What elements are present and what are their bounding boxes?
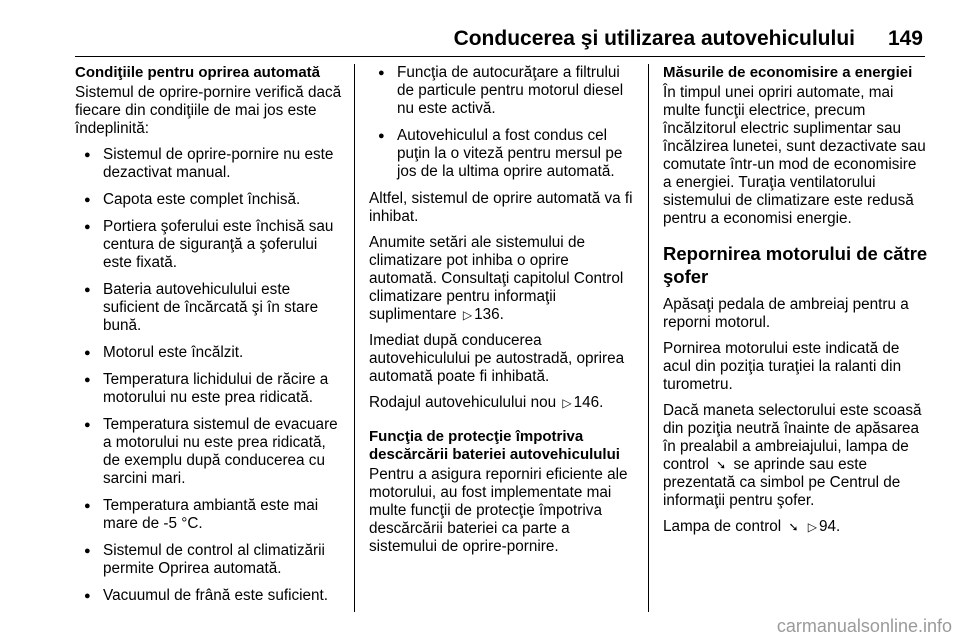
list-item: ● Bateria autovehiculului este suficient de încărcată şi în stare bună. xyxy=(75,281,345,335)
section-heading-auto-stop-conditions: Condiţiile pentru oprirea automată xyxy=(75,64,321,81)
paragraph-highway: Imediat după conducerea autovehiculului pe autostradă, oprirea automată poate fi inhibată. xyxy=(369,332,625,385)
watermark: carmanualsonline.info xyxy=(776,616,952,636)
paragraph-climate-settings xyxy=(369,234,637,324)
page-title: Conducerea şi utilizarea autovehiculului xyxy=(453,27,855,50)
column-1 xyxy=(75,64,345,614)
page-ref-icon: ▷ xyxy=(562,396,572,410)
list-item: ● Temperatura lichidului de răcire a motorului nu este prea ridicată. xyxy=(75,371,345,407)
conditions-list-continued xyxy=(369,64,637,181)
paragraph-run-in-text: Rodajul autovehiculului nou xyxy=(369,394,557,411)
column-divider-1 xyxy=(354,64,355,612)
paragraph-battery: Pentru a asigura reporniri eficiente ale motorului, au fost implementate mai multe funcţii de protecţie împotriva descărcării bateriei ca parte a sistemului de oprire-pornire. xyxy=(369,466,628,555)
paragraph-control-lamp-text: Lampa de control xyxy=(663,518,782,535)
paragraph-climate-text: Anumite setări ale sistemului de climatizare pot inhiba o oprire automată. Consultaţi capitolul Control climatizare pentru informaţii suplimentare xyxy=(369,234,624,323)
list-item: ● Portiera şoferului este închisă sau centura de siguranţă a şoferului este fixată. xyxy=(75,218,345,272)
column-divider-2 xyxy=(648,64,649,612)
list-item: ● Funcţia de autocurăţare a filtrului de particule pentru motorul diesel nu este activă. xyxy=(369,64,637,118)
page-ref-link[interactable]: 136. xyxy=(474,306,504,323)
list-item: ● Motorul este încălzit. xyxy=(75,344,345,362)
list-item: ● Vacuumul de frână este suficient. xyxy=(75,587,345,605)
page-ref-link[interactable]: 94. xyxy=(819,518,841,535)
paragraph-selector-text-b: se aprinde sau este prezentată ca simbol pe Centrul de informaţii pentru şofer. xyxy=(663,456,901,509)
list-item: ● Sistemul de control al climatizării permite Oprirea automată. xyxy=(75,542,345,578)
paragraph-inhibited: Altfel, sistemul de oprire automată va fi inhibat. xyxy=(369,190,633,225)
header-divider xyxy=(75,56,925,57)
column-3 xyxy=(663,64,928,544)
page-ref-icon: ▷ xyxy=(807,520,817,534)
paragraph-intro: Sistemul de oprire-pornire verifică dacă fiecare din condiţiile de mai jos este îndeplinită: xyxy=(75,84,342,137)
section-heading-engine-restart: Repornirea motorului de către şofer xyxy=(663,243,928,287)
paragraph-restart-indication: Pornirea motorului este indicată de acul din poziţia turaţiei la ralanti din turometru. xyxy=(663,340,902,393)
section-heading-energy-saving: Măsurile de economisire a energiei xyxy=(663,64,913,81)
list-item: ● Temperatura ambiantă este mai mare de -5 °C. xyxy=(75,497,345,533)
list-item: ● Temperatura sistemul de evacuare a motorului nu este prea ridicată, de exemplu după conducerea cu sarcini mari. xyxy=(75,416,345,488)
paragraph-run-in xyxy=(369,394,637,412)
paragraph-clutch: Apăsaţi pedala de ambreiaj pentru a reporni motorul. xyxy=(663,296,909,331)
paragraph-selector-text-a: Dacă maneta selectorului este scoasă din poziţia neutră înainte de apăsarea în prealabil a ambreiajului, lampa de control xyxy=(663,402,922,473)
list-item: ● Sistemul de oprire-pornire nu este dezactivat manual. xyxy=(75,146,345,182)
stop-start-lamp-icon: ➘ xyxy=(716,458,727,472)
conditions-list xyxy=(75,146,345,605)
paragraph-energy-saving: În timpul unei opriri automate, mai multe funcţii electrice, precum încălzitorul electric suplimentar sau încălzirea lunetei, sunt dezactivate sau comutate într-un mod de economisire a energiei. Turaţia ventilatorului sistemului de climatizare este redusă pentru a economisi energie. xyxy=(663,84,926,227)
list-item: ● Autovehiculul a fost condus cel puţin la o viteză pentru mersul pe jos de la ultima oprire automată. xyxy=(369,127,637,181)
section-heading-battery-protection: Funcţia de protecţie împotriva descărcării bateriei autovehiculului xyxy=(369,428,620,463)
paragraph-selector-lever xyxy=(663,402,928,510)
page-ref-icon: ▷ xyxy=(462,308,473,322)
paragraph-control-lamp xyxy=(663,518,928,536)
page-header xyxy=(75,27,925,53)
page-number: 149 xyxy=(887,27,923,50)
stop-start-lamp-icon: ➘ xyxy=(788,520,799,534)
page-ref-link[interactable]: 146. xyxy=(573,394,604,411)
column-2 xyxy=(369,64,637,564)
list-item: ● Capota este complet închisă. xyxy=(75,191,345,209)
